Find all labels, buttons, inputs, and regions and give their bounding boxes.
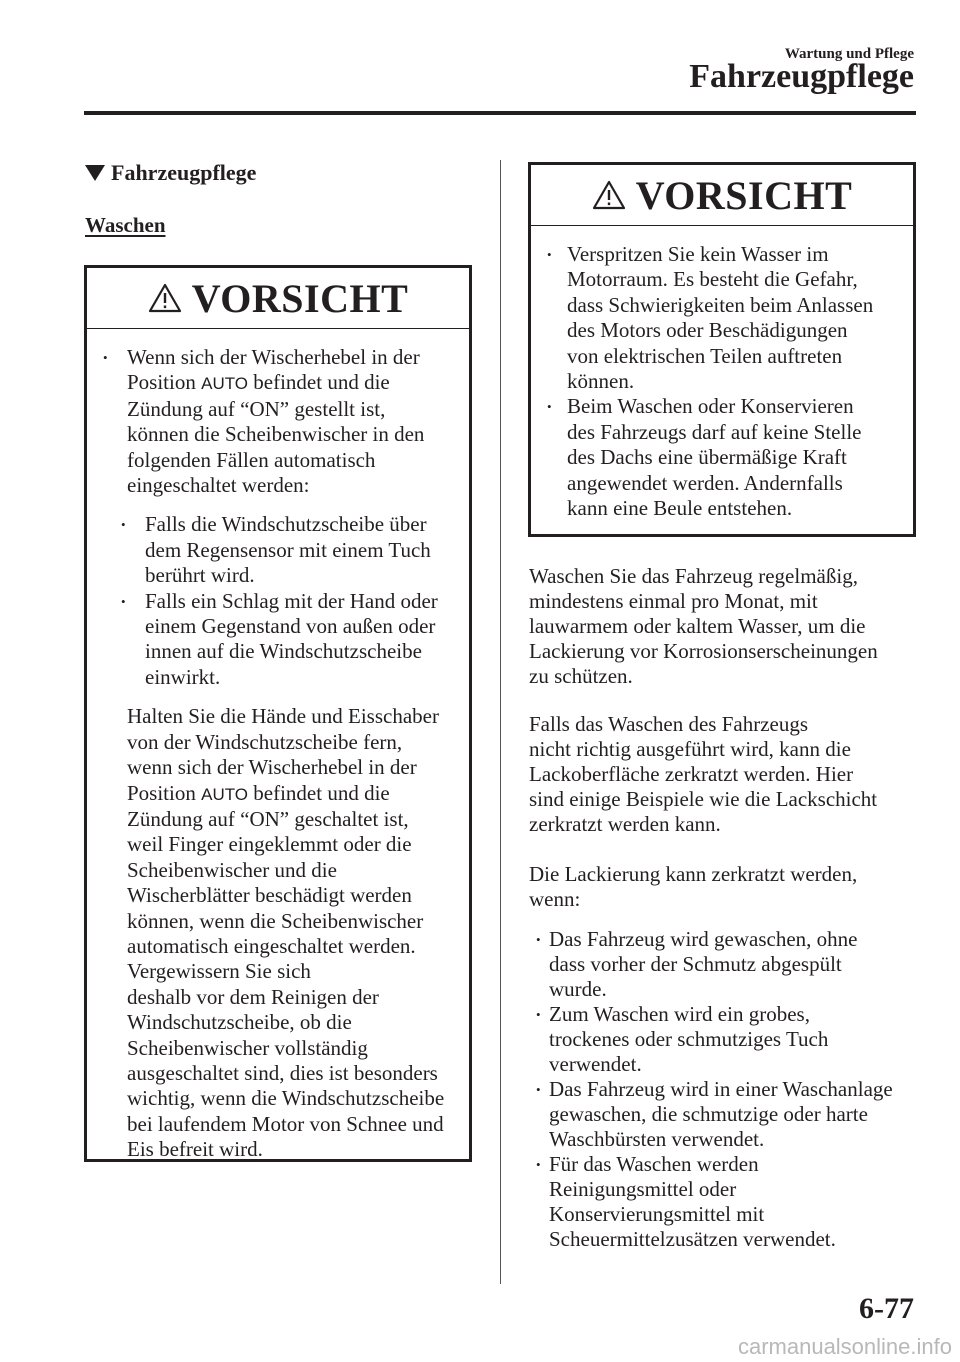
text-line: trockenes oder schmutziges Tuch [549, 1027, 829, 1051]
text-line: automatisch eingeschaltet werden. [127, 933, 416, 958]
caution-title: VORSICHT [191, 275, 409, 321]
text-line: sind einige Beispiele wie die Lackschicht [529, 787, 878, 811]
text-line: Waschbürsten verwendet. [549, 1127, 765, 1151]
text-line: Position AUTO befindet und die [127, 780, 390, 805]
text-line: wichtig, wenn die Windschutzscheibe [127, 1086, 445, 1111]
text-line: Windschutzscheibe, ob die [127, 1010, 352, 1035]
text-line: • Falls ein Schlag mit der Hand oder [145, 588, 438, 613]
text-line: Lackierung vor Korrosionserscheinungen [529, 639, 878, 663]
text-line: einwirkt. [145, 664, 221, 689]
text-line: von elektrischen Teilen auftreten [567, 343, 843, 368]
text-line: können die Scheibenwischer in den [127, 422, 425, 447]
text-line: Lackoberfläche zerkratzt werden. Hier [529, 762, 854, 786]
text-line: zerkratzt werden kann. [529, 812, 721, 836]
text-line: • Wenn sich der Wischerhebel in der [127, 345, 420, 369]
header-rule [84, 111, 916, 115]
text-line: Motorraum. Es besteht die Gefahr, [567, 267, 858, 292]
text-line: Zündung auf “ON” geschaltet ist, [127, 806, 409, 831]
text-line: gewaschen, die schmutzige oder harte [549, 1102, 868, 1126]
text-line: Zündung auf “ON” gestellt ist, [127, 396, 386, 421]
text-line: nicht richtig ausgeführt wird, kann die [529, 737, 851, 761]
text-line: wenn: [529, 887, 581, 911]
text-line: • Das Fahrzeug wird gewaschen, ohne [549, 927, 858, 951]
caution-body [531, 226, 913, 521]
watermark-link[interactable]: carmanualsonline.info [737, 1334, 952, 1359]
column-divider [500, 160, 501, 1284]
list-item [529, 1002, 924, 1077]
text-line: Scheuermittelzusätzen verwendet. [549, 1227, 836, 1251]
caution-box-left [84, 265, 472, 1162]
text-line: des Fahrzeugs darf auf keine Stelle [567, 419, 862, 444]
caution-header [87, 268, 469, 329]
caution-header [531, 165, 913, 226]
text-line: • Für das Waschen werden [549, 1152, 759, 1176]
text-line: innen auf die Windschutzscheibe [145, 639, 422, 664]
text-line: zu schützen. [529, 664, 633, 688]
text-line: folgenden Fällen automatisch [127, 447, 376, 472]
text-line: dass Schwierigkeiten beim Anlassen [567, 292, 874, 317]
caution-bullet [531, 242, 913, 394]
text-line: Scheibenwischer vollständig [127, 1035, 368, 1060]
section-heading-text: Fahrzeugpflege [111, 160, 257, 185]
text-line: lauwarmem oder kaltem Wasser, um die [529, 614, 866, 638]
text-line: dass vorher der Schmutz abgespült [549, 952, 842, 976]
caution-body [87, 329, 469, 1163]
text-line: • Verspritzen Sie kein Wasser im [567, 242, 829, 266]
text-line: eingeschaltet werden: [127, 473, 310, 498]
text-line: des Dachs eine übermäßige Kraft [567, 445, 847, 470]
text-line: kann eine Beule entstehen. [567, 496, 793, 521]
text-line: deshalb vor dem Reinigen der [127, 984, 379, 1009]
section-heading [85, 160, 256, 186]
caution-bullet [87, 345, 469, 498]
text-line: Konservierungsmittel mit [549, 1202, 765, 1226]
subsection-heading: Waschen [85, 213, 166, 237]
text-line: • Falls die Windschutzscheibe über [145, 512, 427, 537]
text-line: • Das Fahrzeug wird in einer Waschanlage [549, 1077, 893, 1101]
text-line: einem Gegenstand von außen oder [145, 614, 436, 639]
caution-paragraph [87, 704, 469, 1162]
text-line: ausgeschaltet sind, dies ist besonders [127, 1060, 438, 1085]
list-item [529, 927, 924, 1002]
caution-sub-bullet [87, 512, 469, 588]
text-line: Reinigungsmittel oder [549, 1177, 737, 1201]
text-line: Die Lackierung kann zerkratzt werden, [529, 862, 858, 886]
text-line: wurde. [549, 977, 607, 1001]
text-line: können. [567, 369, 635, 394]
caution-bullet [531, 394, 913, 521]
text-line: • Zum Waschen wird ein grobes, [549, 1002, 810, 1026]
text-line: des Motors oder Beschädigungen [567, 318, 848, 343]
caution-box-right [528, 162, 916, 537]
page-number: 6-77 [859, 1292, 914, 1325]
text-line: dem Regensensor mit einem Tuch [145, 537, 431, 562]
body-paragraph [529, 712, 924, 837]
header-section-label: Wartung und Pflege [784, 46, 914, 62]
text-line: bei laufendem Motor von Schnee und [127, 1111, 444, 1136]
text-line: • Beim Waschen oder Konservieren [567, 394, 854, 419]
text-line: Waschen Sie das Fahrzeug regelmäßig, [529, 564, 858, 588]
caution-sub-bullet [87, 589, 469, 691]
warning-triangle-icon [592, 180, 626, 210]
body-paragraph [529, 862, 924, 912]
warning-triangle-icon [148, 283, 182, 313]
text-line: Falls das Waschen des Fahrzeugs [529, 712, 809, 736]
text-line: Position AUTO befindet und die [127, 370, 390, 395]
text-line: Eis befreit wird. [127, 1137, 263, 1162]
text-line: können, wenn die Scheibenwischer [127, 908, 424, 933]
header-page-title: Fahrzeugpflege [689, 58, 914, 95]
auto-label: AUTO [201, 374, 249, 394]
text-line: angewendet werden. Andernfalls [567, 470, 843, 495]
text-line: verwendet. [549, 1052, 642, 1076]
text-line: mindestens einmal pro Monat, mit [529, 589, 818, 613]
text-line: berührt wird. [145, 563, 255, 588]
list-item [529, 1077, 924, 1152]
text-line: Halten Sie die Hände und Eisschaber [127, 704, 439, 729]
text-line: Vergewissern Sie sich [127, 959, 311, 984]
list-item [529, 1152, 924, 1252]
body-paragraph [529, 564, 924, 689]
text-line: wenn sich der Wischerhebel in der [127, 755, 417, 780]
text-line: Wischerblätter beschädigt werden [127, 883, 412, 908]
text-line: von der Windschutzscheibe fern, [127, 729, 403, 754]
caution-title: VORSICHT [635, 172, 853, 218]
scratch-list [529, 927, 924, 1252]
triangle-marker-icon [85, 165, 105, 181]
text-line: Scheibenwischer und die [127, 857, 337, 882]
text-line: weil Finger eingeklemmt oder die [127, 832, 412, 857]
auto-label: AUTO [201, 784, 249, 804]
